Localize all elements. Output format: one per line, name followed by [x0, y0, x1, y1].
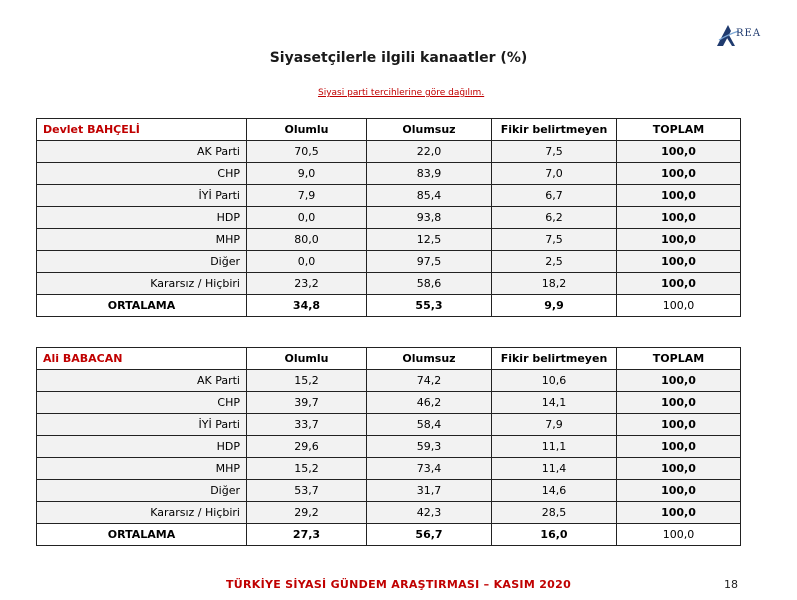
cell-olumlu: 0,0: [247, 251, 367, 273]
avg-toplam: 100,0: [617, 295, 741, 317]
cell-fikir: 7,5: [492, 229, 617, 251]
table-row: [37, 273, 741, 295]
avg-fikir: 9,9: [492, 295, 617, 317]
col-fikir: Fikir belirtmeyen: [492, 348, 617, 370]
cell-olumsuz: 42,3: [367, 502, 492, 524]
table-header-row: [37, 348, 741, 370]
table-row: [37, 502, 741, 524]
page-subtitle: Siyasi parti tercihlerine göre dağılım.: [318, 88, 485, 98]
cell-fikir: 10,6: [492, 370, 617, 392]
logo-text: REA: [736, 28, 762, 39]
col-fikir: Fikir belirtmeyen: [492, 119, 617, 141]
row-label: MHP: [37, 458, 247, 480]
cell-olumsuz: 31,7: [367, 480, 492, 502]
cell-olumsuz: 58,4: [367, 414, 492, 436]
col-olumsuz: Olumsuz: [367, 119, 492, 141]
cell-toplam: 100,0: [617, 273, 741, 295]
row-label: HDP: [37, 436, 247, 458]
cell-olumlu: 33,7: [247, 414, 367, 436]
cell-toplam: 100,0: [617, 163, 741, 185]
politician-name: Devlet BAHÇELİ: [37, 119, 247, 141]
cell-toplam: 100,0: [617, 502, 741, 524]
row-label: Diğer: [37, 480, 247, 502]
cell-toplam: 100,0: [617, 436, 741, 458]
table-row: [37, 458, 741, 480]
cell-fikir: 11,4: [492, 458, 617, 480]
cell-fikir: 6,7: [492, 185, 617, 207]
table-bahceli: [36, 118, 741, 317]
cell-olumlu: 70,5: [247, 141, 367, 163]
row-label: CHP: [37, 163, 247, 185]
cell-olumlu: 29,6: [247, 436, 367, 458]
table-row: [37, 480, 741, 502]
cell-olumsuz: 97,5: [367, 251, 492, 273]
table-row: [37, 414, 741, 436]
cell-toplam: 100,0: [617, 229, 741, 251]
cell-fikir: 18,2: [492, 273, 617, 295]
cell-toplam: 100,0: [617, 207, 741, 229]
cell-fikir: 7,9: [492, 414, 617, 436]
avg-olumsuz: 56,7: [367, 524, 492, 546]
row-label: Diğer: [37, 251, 247, 273]
cell-toplam: 100,0: [617, 392, 741, 414]
cell-fikir: 6,2: [492, 207, 617, 229]
cell-olumlu: 7,9: [247, 185, 367, 207]
cell-toplam: 100,0: [617, 185, 741, 207]
footer-title: TÜRKİYE SİYASİ GÜNDEM ARAŞTIRMASI – KASIM 2020: [225, 578, 572, 591]
cell-olumlu: 15,2: [247, 370, 367, 392]
cell-fikir: 14,6: [492, 480, 617, 502]
page-title: Siyasetçilerle ilgili kanaatler (%): [269, 50, 528, 66]
table-row: [37, 229, 741, 251]
cell-fikir: 11,1: [492, 436, 617, 458]
row-label: HDP: [37, 207, 247, 229]
cell-olumlu: 29,2: [247, 502, 367, 524]
cell-toplam: 100,0: [617, 480, 741, 502]
avg-olumlu: 27,3: [247, 524, 367, 546]
row-label: MHP: [37, 229, 247, 251]
table-header-row: [37, 119, 741, 141]
cell-fikir: 14,1: [492, 392, 617, 414]
cell-toplam: 100,0: [617, 414, 741, 436]
cell-olumsuz: 73,4: [367, 458, 492, 480]
row-label: CHP: [37, 392, 247, 414]
row-label: Kararsız / Hiçbiri: [37, 273, 247, 295]
row-label: AK Parti: [37, 141, 247, 163]
avg-fikir: 16,0: [492, 524, 617, 546]
cell-olumlu: 9,0: [247, 163, 367, 185]
table-row: [37, 392, 741, 414]
cell-toplam: 100,0: [617, 458, 741, 480]
cell-olumsuz: 58,6: [367, 273, 492, 295]
cell-olumlu: 15,2: [247, 458, 367, 480]
table-row: [37, 141, 741, 163]
col-toplam: TOPLAM: [617, 119, 741, 141]
cell-olumsuz: 85,4: [367, 185, 492, 207]
cell-toplam: 100,0: [617, 251, 741, 273]
average-row: [37, 295, 741, 317]
cell-olumsuz: 59,3: [367, 436, 492, 458]
cell-olumlu: 80,0: [247, 229, 367, 251]
table-babacan: [36, 347, 741, 546]
average-row: [37, 524, 741, 546]
cell-olumsuz: 12,5: [367, 229, 492, 251]
cell-olumsuz: 74,2: [367, 370, 492, 392]
cell-olumlu: 53,7: [247, 480, 367, 502]
cell-fikir: 7,5: [492, 141, 617, 163]
cell-olumsuz: 93,8: [367, 207, 492, 229]
table-row: [37, 370, 741, 392]
cell-toplam: 100,0: [617, 141, 741, 163]
cell-olumsuz: 22,0: [367, 141, 492, 163]
avg-toplam: 100,0: [617, 524, 741, 546]
cell-olumsuz: 83,9: [367, 163, 492, 185]
col-olumsuz: Olumsuz: [367, 348, 492, 370]
cell-olumlu: 23,2: [247, 273, 367, 295]
col-olumlu: Olumlu: [247, 119, 367, 141]
cell-fikir: 7,0: [492, 163, 617, 185]
page-number: 18: [724, 578, 738, 591]
table-row: [37, 207, 741, 229]
cell-olumlu: 0,0: [247, 207, 367, 229]
average-label: ORTALAMA: [37, 295, 247, 317]
cell-olumlu: 39,7: [247, 392, 367, 414]
politician-name: Ali BABACAN: [37, 348, 247, 370]
cell-fikir: 28,5: [492, 502, 617, 524]
col-toplam: TOPLAM: [617, 348, 741, 370]
cell-olumsuz: 46,2: [367, 392, 492, 414]
col-olumlu: Olumlu: [247, 348, 367, 370]
row-label: İYİ Parti: [37, 414, 247, 436]
cell-fikir: 2,5: [492, 251, 617, 273]
avg-olumlu: 34,8: [247, 295, 367, 317]
avg-olumsuz: 55,3: [367, 295, 492, 317]
row-label: Kararsız / Hiçbiri: [37, 502, 247, 524]
table-row: [37, 163, 741, 185]
table-row: [37, 251, 741, 273]
cell-toplam: 100,0: [617, 370, 741, 392]
table-row: [37, 436, 741, 458]
row-label: İYİ Parti: [37, 185, 247, 207]
table-row: [37, 185, 741, 207]
average-label: ORTALAMA: [37, 524, 247, 546]
row-label: AK Parti: [37, 370, 247, 392]
